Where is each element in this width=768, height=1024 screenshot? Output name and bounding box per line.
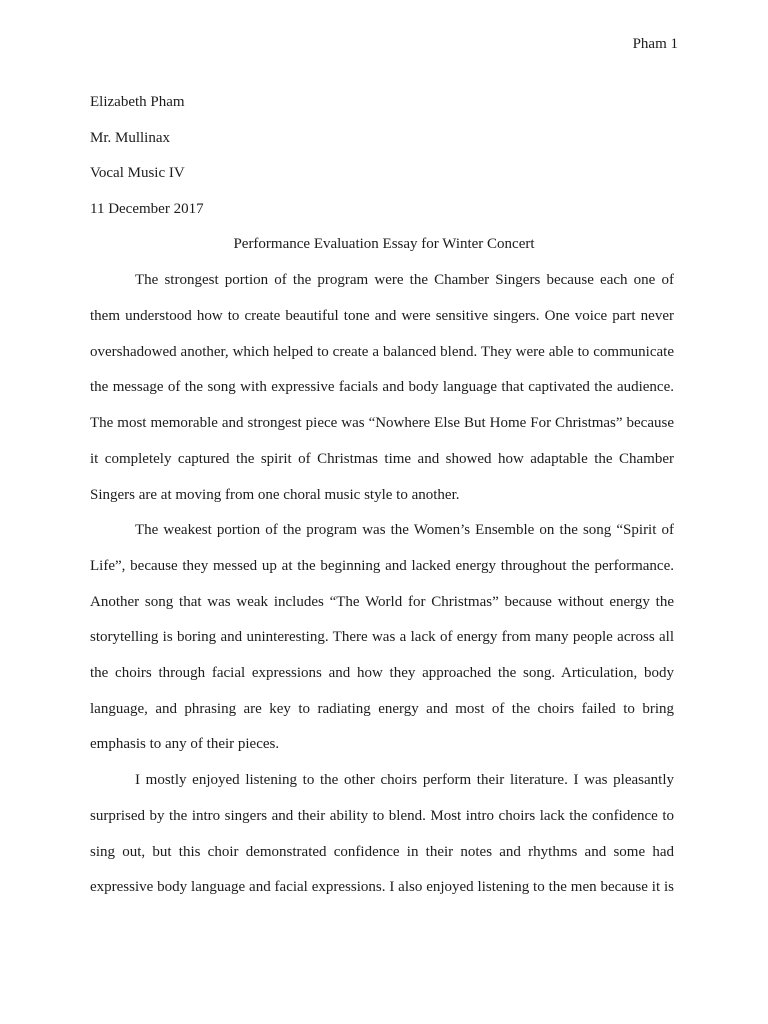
student-name: Elizabeth Pham [90,94,185,110]
paragraph-line: storytelling is boring and uninteresting. There was a lack of energy from many people across all [90,629,674,645]
paragraph-line: the message of the song with expressive facials and body language that captivated the audience. [90,379,674,395]
paragraph-line: Life”, because they messed up at the beginning and lacked energy throughout the performance. [90,558,674,574]
paragraph-line: surprised by the intro singers and their ability to blend. Most intro choirs lack the confidence to [90,808,674,824]
essay-title: Performance Evaluation Essay for Winter Concert [233,236,535,252]
paragraph-line: it completely captured the spirit of Christmas time and showed how adaptable the Chamber [90,451,674,467]
paragraph-line: overshadowed another, which helped to create a balanced blend. They were able to communicate [90,344,674,360]
paragraph-line: them understood how to create beautiful tone and were sensitive singers. One voice part never [90,308,674,324]
paragraph-line: The weakest portion of the program was the Women’s Ensemble on the song “Spirit of [135,522,674,538]
paragraph-line: emphasis to any of their pieces. [90,736,280,752]
teacher-name: Mr. Mullinax [90,130,171,146]
paragraph-line: the choirs through facial expressions and how they approached the song. Articulation, body [90,665,674,681]
paragraph-line: language, and phrasing are key to radiating energy and most of the choirs failed to bring [90,701,674,717]
paragraph-line: Singers are at moving from one choral music style to another. [90,487,460,503]
paragraph-line: The strongest portion of the program were the Chamber Singers because each one of [135,272,674,288]
paragraph-line: sing out, but this choir demonstrated confidence in their notes and rhythms and some had [90,844,674,860]
course-name: Vocal Music IV [90,165,185,181]
paragraph-line: I mostly enjoyed listening to the other choirs perform their literature. I was pleasantly [135,772,674,788]
paragraph-line: expressive body language and facial expressions. I also enjoyed listening to the men because it is [90,879,674,895]
paragraph-line: Another song that was weak includes “The World for Christmas” because without energy the [90,594,674,610]
running-head: Pham 1 [632,36,678,52]
essay-date: 11 December 2017 [90,201,204,217]
paragraph-line: The most memorable and strongest piece was “Nowhere Else But Home For Christmas” because [90,415,674,431]
